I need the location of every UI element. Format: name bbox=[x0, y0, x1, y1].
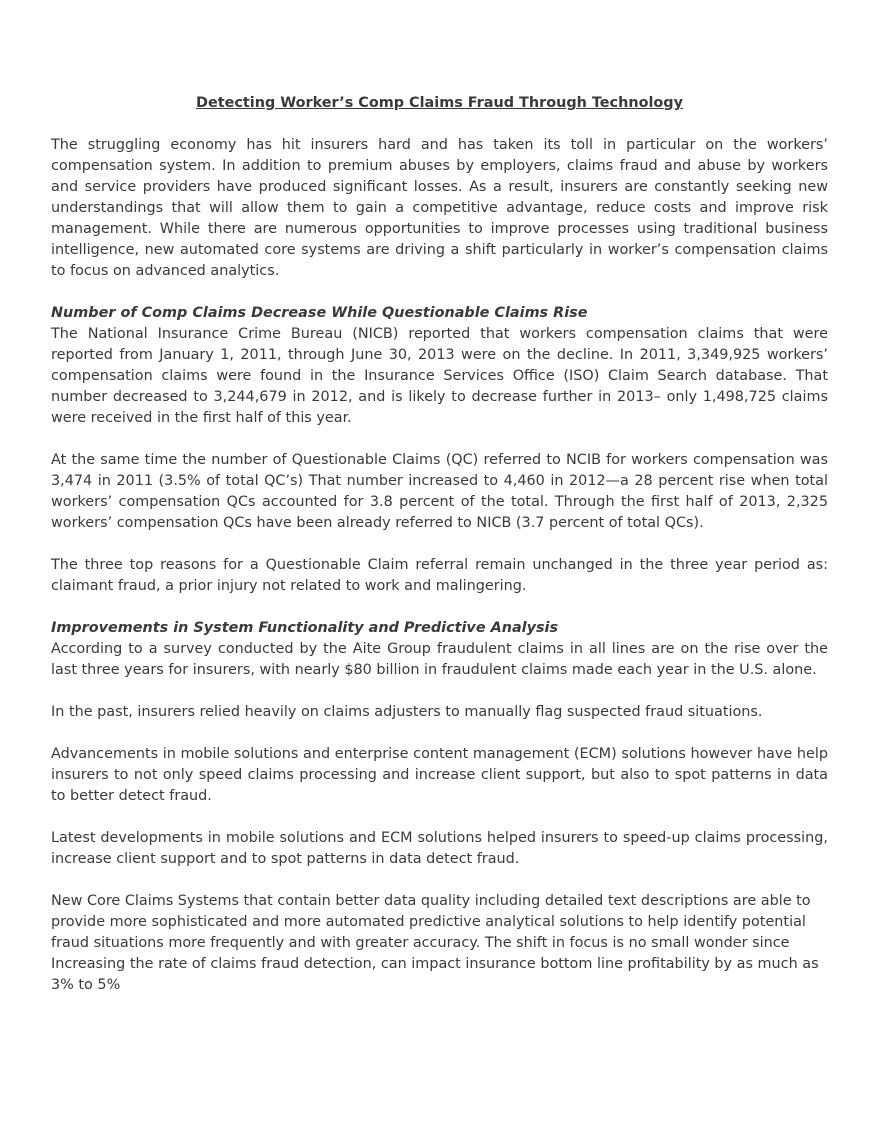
section-heading-improvements: Improvements in System Functionality and Predictive Analysis bbox=[51, 620, 559, 636]
paragraph-past-adjusters: In the past, insurers relied heavily on claims adjusters to manually flag suspected fraud situations. bbox=[51, 704, 763, 720]
paragraph-ecm-advancements: Advancements in mobile solutions and enterprise content management (ECM) solutions however have help insurers to not only speed claims processing and increase client support, but also to spot patterns in data to better detect fraud. bbox=[51, 746, 828, 804]
document-title: Detecting Worker’s Comp Claims Fraud Through Technology bbox=[196, 95, 683, 111]
paragraph-top-reasons: The three top reasons for a Questionable Claim referral remain unchanged in the three year period as: claimant fraud, a prior injury not related to work and malingering. bbox=[51, 557, 828, 594]
paragraph-core-claims-systems: New Core Claims Systems that contain better data quality including detailed text descriptions are able to provide more sophisticated and more automated predictive analytical solutions to help identify potential fraud situations more frequently and with greater accuracy. The shift in focus is no small wonder since Increasing the rate of claims fraud detection, can impact insurance bottom line profitability by as much as 3% to 5% bbox=[51, 893, 819, 993]
paragraph-latest-developments: Latest developments in mobile solutions and ECM solutions helped insurers to speed-up claims processing, increase client support and to spot patterns in data detect fraud. bbox=[51, 830, 828, 867]
section-heading-comp-claims: Number of Comp Claims Decrease While Questionable Claims Rise bbox=[51, 305, 588, 321]
intro-paragraph: The struggling economy has hit insurers hard and has taken its toll in particular on the workers’ compensation system. In addition to premium abuses by employers, claims fraud and abuse by workers and service providers have produced significant losses. As a result, insurers are constantly seeking new understandings that will allow them to gain a competitive advantage, reduce costs and improve risk management. While there are numerous opportunities to improve processes using traditional business intelligence, new automated core systems are driving a shift particularly in worker’s compensation claims to focus on advanced analytics. bbox=[51, 137, 828, 279]
paragraph-nicb-report: The National Insurance Crime Bureau (NICB) reported that workers compensation claims that were reported from January 1, 2011, through June 30, 2013 were on the decline. In 2011, 3,349,925 workers’ compensation claims were found in the Insurance Services Office (ISO) Claim Search database. That number decreased to 3,244,679 in 2012, and is likely to decrease further in 2013– only 1,498,725 claims were received in the first half of this year. bbox=[51, 326, 828, 426]
paragraph-aite-survey: According to a survey conducted by the Aite Group fraudulent claims in all lines are on the rise over the last three years for insurers, with nearly $80 billion in fraudulent claims made each year in the U.S. alone. bbox=[51, 641, 828, 678]
document-page bbox=[51, 93, 828, 1017]
paragraph-questionable-claims: At the same time the number of Questionable Claims (QC) referred to NCIB for workers compensation was 3,474 in 2011 (3.5% of total QC’s) That number increased to 4,460 in 2012—a 28 percent rise when total workers’ compensation QCs accounted for 3.8 percent of the total. Through the first half of 2013, 2,325 workers’ compensation QCs have been already referred to NICB (3.7 percent of total QCs). bbox=[51, 452, 828, 531]
